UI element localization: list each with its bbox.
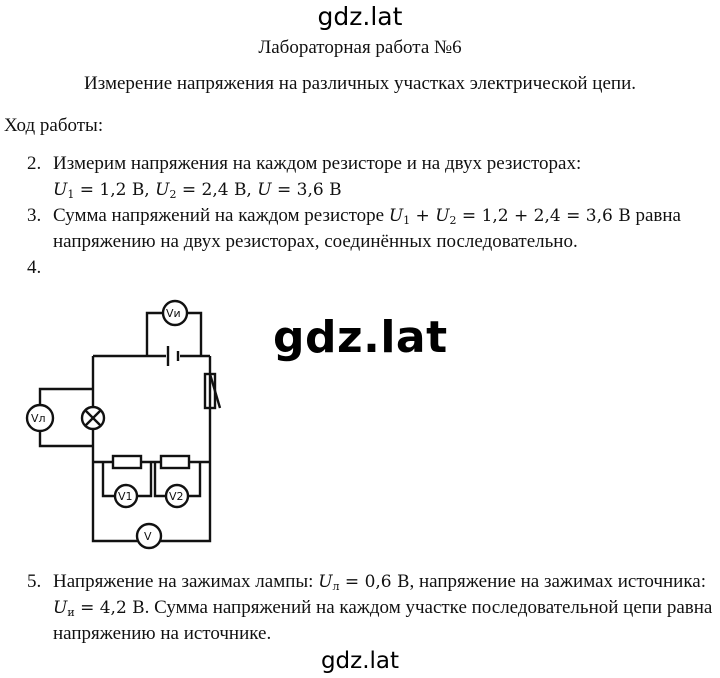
item-3-post: равна xyxy=(630,205,681,226)
item-5-pre: Напряжение на зажимах лампы: xyxy=(53,571,319,592)
sum-b-symbol: U xyxy=(435,206,450,226)
sum-a-symbol: U xyxy=(388,206,404,226)
item-3-pre: Сумма напряжений на каждом резисторе xyxy=(53,205,389,226)
resistor-2 xyxy=(161,456,189,468)
sum-b-subscript: 2 xyxy=(449,214,457,227)
item-5-line2 xyxy=(53,596,712,625)
source-voltmeter-label: Vи xyxy=(166,307,181,320)
r2-voltmeter-wire-right xyxy=(189,462,200,496)
item-5-number: 5. xyxy=(27,571,42,592)
ul-value: = 0,6 В xyxy=(339,572,410,592)
u2-value: = 2,4 В, xyxy=(176,180,258,200)
us-subscript: и xyxy=(67,606,75,619)
watermark-middle: gdz.lat xyxy=(273,312,448,363)
sum-plus: + xyxy=(410,206,436,226)
us-value: = 4,2 В xyxy=(74,598,145,618)
total-voltmeter-label: V xyxy=(144,530,152,543)
lamp-voltmeter-label: Vл xyxy=(31,412,46,425)
ul-symbol: U xyxy=(318,572,333,592)
u1-value: = 1,2 В, xyxy=(74,180,156,200)
u2-symbol: U xyxy=(155,180,170,200)
u1-subscript: 1 xyxy=(67,188,75,201)
r1-voltmeter-label: V1 xyxy=(118,490,133,503)
item-2-number: 2. xyxy=(27,153,42,174)
item-3-line2: напряжению на двух резисторах, соединённых последовательно. xyxy=(53,231,578,252)
source-voltmeter-wire-right xyxy=(187,313,201,356)
item-2-text: Измерим напряжения на каждом резисторе и на двух резисторах: xyxy=(53,153,582,174)
sum-equation: = 1,2 + 2,4 = 3,6 В xyxy=(456,206,631,226)
item-5-line1 xyxy=(53,570,706,599)
u2-subscript: 2 xyxy=(169,188,177,201)
watermark-top: gdz.lat xyxy=(317,2,403,31)
sum-a-subscript: 1 xyxy=(403,214,411,227)
item-5-mid: , напряжение на зажимах источника: xyxy=(409,571,706,592)
item-5-line2-rest: . Сумма напряжений на каждом участке последовательной цепи равна xyxy=(144,597,713,618)
resistor-1 xyxy=(113,456,141,468)
item-3-line1 xyxy=(53,204,681,233)
lamp-voltmeter-wire-bottom xyxy=(40,431,93,446)
us-symbol: U xyxy=(53,598,68,618)
r2-voltmeter-label: V2 xyxy=(169,490,184,503)
item-5-line3: напряжению на источнике. xyxy=(53,623,272,644)
item-4-number: 4. xyxy=(27,257,42,278)
item-3-number: 3. xyxy=(27,205,42,226)
page-title: Лабораторная работа №6 xyxy=(258,37,462,58)
watermark-bottom: gdz.lat xyxy=(320,648,400,674)
u-symbol: U xyxy=(257,180,272,200)
u-value: = 3,6 В xyxy=(271,180,342,200)
source-voltmeter-wire-left xyxy=(147,313,163,356)
lamp-voltmeter-wire-top xyxy=(40,389,93,405)
u1-symbol: U xyxy=(53,180,68,200)
page-subtitle: Измерение напряжения на различных участках электрической цепи. xyxy=(84,73,636,94)
main-loop-wire xyxy=(93,356,210,541)
progress-label: Ход работы: xyxy=(4,115,104,136)
circuit-diagram xyxy=(20,296,230,552)
item-2-values xyxy=(53,178,342,207)
ul-subscript: л xyxy=(332,580,340,593)
